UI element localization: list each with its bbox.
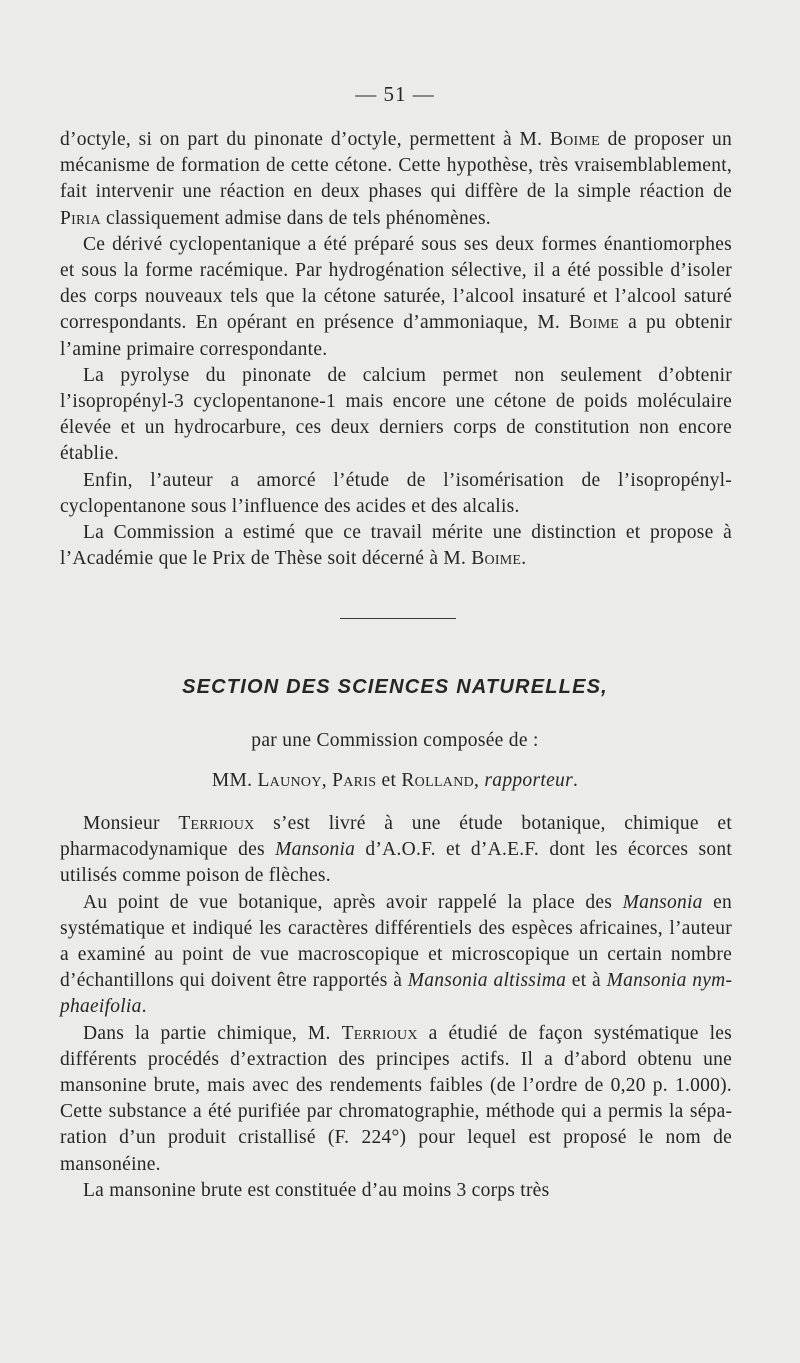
top-text-block (60, 127, 732, 572)
author-name: Boime (471, 548, 522, 570)
author-name: Boime (549, 129, 600, 150)
paragraph-derivative (60, 232, 732, 363)
text-run: classiquement admise dans de tels phénomènes. (100, 207, 491, 229)
section-divider (340, 618, 456, 619)
text-run: . (141, 996, 147, 1018)
text-run: et (376, 770, 402, 791)
chemist-name: Piria (60, 207, 101, 229)
member-name: Paris (332, 770, 377, 791)
member-name: Launoy (257, 770, 322, 791)
text-run: La Commission a estimé que ce travail mérite une distinction et propose à l’Académie que le Prix de Thèse soit décerné à M. (60, 522, 732, 570)
text-run: Au point de vue botanique, après avoir rappelé la place des (83, 891, 623, 913)
text-run: Dans la partie chimique, M. (83, 1022, 342, 1044)
paragraph-study-intro (60, 811, 732, 890)
text-run: d’octyle, si on part du pinonate d’octyle, permettent à M. (60, 129, 550, 150)
member-name: Rolland (401, 770, 475, 791)
text-run: d’A.O.F. et d’A.E.F. dont les écorces sont utilisés comme poison de flèches. (60, 839, 732, 887)
paragraph-continuation (60, 127, 732, 232)
author-name: Terrioux (341, 1022, 418, 1044)
paragraph-commission-verdict (60, 520, 732, 572)
text-run: et à (566, 970, 607, 992)
text-run: de proposer un mécanisme de formation de cette cétone. Cette hypothèse, très vraisemblablement, fait intervenir une réaction en deux phases qui diffère de la simple réaction de (60, 129, 732, 203)
text-run: MM. (211, 770, 258, 791)
text-run: Ce dérivé cyclopentanique a été préparé sous ses deux formes énantiomorphes et sous la forme racémique. Par hydrogénation sélective, il a été possible d’isoler des corps nouveaux tels que la cétone saturée, l’alcool insaturé et l’alcool saturé correspondants. En opérant en présence d’ammoniaque, M. (60, 233, 732, 334)
text-run: s’est livré à une étude botanique, chimique et pharmacodynamique des (60, 813, 732, 861)
text-run: , (321, 770, 333, 791)
text-run: a pu obtenir l’amine primaire correspondante. (60, 312, 733, 360)
text-run: . (521, 548, 527, 570)
rapporteur-role: rapporteur (484, 770, 573, 791)
author-name: Boime (569, 312, 620, 334)
paragraph-pyrolysis: La pyrolyse du pinonate de calcium permet non seulement d’obtenir l’isopropényl-3 cyclopentanone-1 mais encore une cétone de poids moléculaire élevée et un hydrocarbure, ces deux derniers corps de constitution non encore établie. (60, 364, 732, 465)
text-run: a étudié de façon systématique les différents procédés d’extraction des principes actifs. Il a d’abord obtenu une mansonine brute, mais avec des rendements faibles (de l’ordre de 0,20 p. 1.000). Cette substance a été purifiée par chromatographie, méthode qui a permis la séparation d’un produit cristallisé (F. 224°) pour lequel est proposé le nom de mansonéine. (60, 1022, 733, 1175)
bottom-text-block (60, 811, 732, 1204)
text-run: en systématique et indiqué les caractères différentiels des espèces africaines, l’auteur a examiné au point de vue macroscopique et microscopique un certain nombre d’échantillons qui doivent être rapportés à (60, 891, 732, 992)
text-run: , (474, 770, 485, 791)
section-title: SECTION DES SCIENCES NATURELLES, (182, 676, 608, 698)
text-run: Monsieur (83, 813, 179, 834)
text-run: . (572, 770, 579, 791)
species-name: Mansonia nymphaeifolia (60, 970, 732, 1018)
paragraph-crude-mansonine: La mansonine brute est constituée d’au moins 3 corps très (83, 1179, 550, 1201)
paragraph-botany (60, 890, 732, 1021)
page-number: — 51 — (355, 82, 435, 106)
genus-name: Mansonia (622, 891, 703, 913)
commission-line: par une Commission composée de : (251, 730, 539, 751)
paragraph-isomerisation: Enfin, l’auteur a amorcé l’étude de l’isomérisation de l’isopropényl-cyclopentanone sous l’influence des acides et des alcalis. (60, 469, 732, 517)
species-name: Mansonia altissima (407, 970, 567, 992)
commission-members (0, 770, 790, 792)
genus-name: Mansonia (275, 839, 356, 861)
author-name: Terrioux (178, 813, 255, 834)
paragraph-chemistry (60, 1021, 732, 1178)
